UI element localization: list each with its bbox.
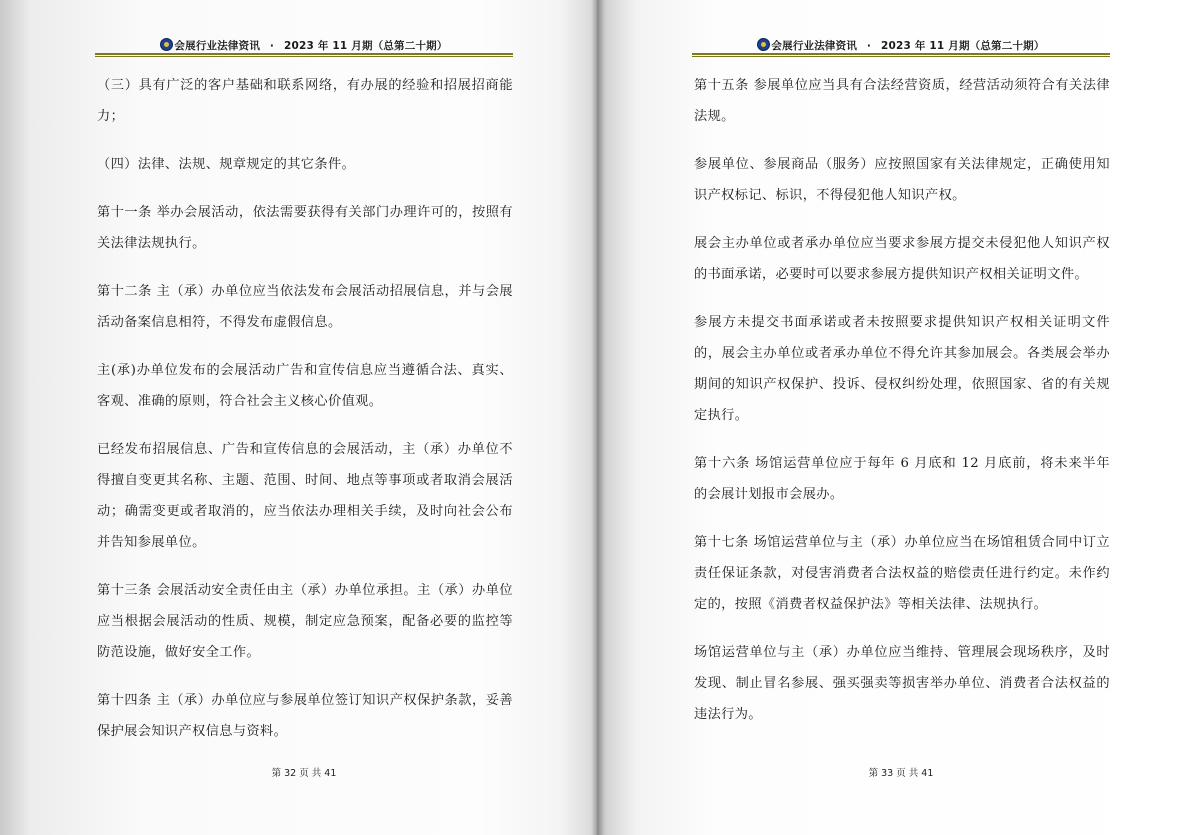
header-separator: ·	[269, 40, 275, 52]
book-gutter	[592, 0, 604, 835]
paragraph: 展会主办单位或者承办单位应当要求参展方提交未侵犯他人知识产权的书面承诺，必要时可以要求参展方提供知识产权相关证明文件。	[694, 236, 1110, 282]
page-header	[692, 38, 1110, 54]
header-rule	[95, 53, 513, 57]
page-footer: 第 33 页 共 41	[868, 768, 934, 779]
paragraph: 参展方未提交书面承诺或者未按照要求提供知识产权相关证明文件的，展会主办单位或者承办单位不得允许其参加展会。各类展会举办期间的知识产权保护、投诉、侵权纠纷处理，依照国家、省的有关规定执行。	[694, 315, 1110, 423]
page-32	[0, 0, 597, 835]
paragraph: 第十三条 会展活动安全责任由主（承）办单位承担。主（承）办单位应当根据会展活动的性质、规模，制定应急预案，配备必要的监控等防范设施，做好安全工作。	[97, 583, 513, 660]
paragraph: （三）具有广泛的客户基础和联系网络，有办展的经验和招展招商能力；	[97, 78, 513, 124]
header-rule	[692, 53, 1110, 57]
header-separator: ·	[866, 40, 872, 52]
paragraph: 参展单位、参展商品（服务）应按照国家有关法律规定，正确使用知识产权标记、标识，不得侵犯他人知识产权。	[694, 157, 1110, 203]
header-title: 会展行业法律资讯	[174, 40, 261, 52]
paragraph: 第十二条 主（承）办单位应当依法发布会展活动招展信息，并与会展活动备案信息相符，不得发布虚假信息。	[97, 284, 513, 330]
paragraph: 第十七条 场馆运营单位与主（承）办单位应当在场馆租赁合同中订立责任保证条款，对侵害消费者合法权益的赔偿责任进行约定。未作约定的，按照《消费者权益保护法》等相关法律、法规执行。	[694, 535, 1110, 612]
paragraph: 已经发布招展信息、广告和宣传信息的会展活动，主（承）办单位不得擅自变更其名称、主题、范围、时间、地点等事项或者取消会展活动；确需变更或者取消的，应当依法办理相关手续，及时向社会公布并告知参展单位。	[97, 442, 513, 550]
logo-icon	[757, 38, 770, 51]
paragraph: 第十一条 举办会展活动，依法需要获得有关部门办理许可的，按照有关法律法规执行。	[97, 205, 513, 251]
page-footer: 第 32 页 共 41	[271, 768, 337, 779]
paragraph: 场馆运营单位与主（承）办单位应当维持、管理展会现场秩序，及时发现、制止冒名参展、强买强卖等损害举办单位、消费者合法权益的违法行为。	[694, 645, 1110, 722]
header-issue: 2023 年 11 月期（总第二十期）	[283, 40, 448, 52]
page-body	[694, 70, 1110, 747]
logo-icon	[160, 38, 173, 51]
paragraph: 第十四条 主（承）办单位应与参展单位签订知识产权保护条款，妥善保护展会知识产权信息与资料。	[97, 693, 513, 739]
page-33	[597, 0, 1195, 835]
paragraph: 第十六条 场馆运营单位应于每年 6 月底和 12 月底前，将未来半年的会展计划报市会展办。	[694, 456, 1110, 502]
page-header	[95, 38, 513, 54]
paragraph: 第十五条 参展单位应当具有合法经营资质，经营活动须符合有关法律法规。	[694, 78, 1110, 124]
paragraph: 主(承)办单位发布的会展活动广告和宣传信息应当遵循合法、真实、客观、准确的原则，符合社会主义核心价值观。	[97, 363, 513, 409]
header-issue: 2023 年 11 月期（总第二十期）	[880, 40, 1045, 52]
page-body	[97, 70, 513, 764]
header-title: 会展行业法律资讯	[771, 40, 858, 52]
paragraph: （四）法律、法规、规章规定的其它条件。	[97, 157, 356, 172]
